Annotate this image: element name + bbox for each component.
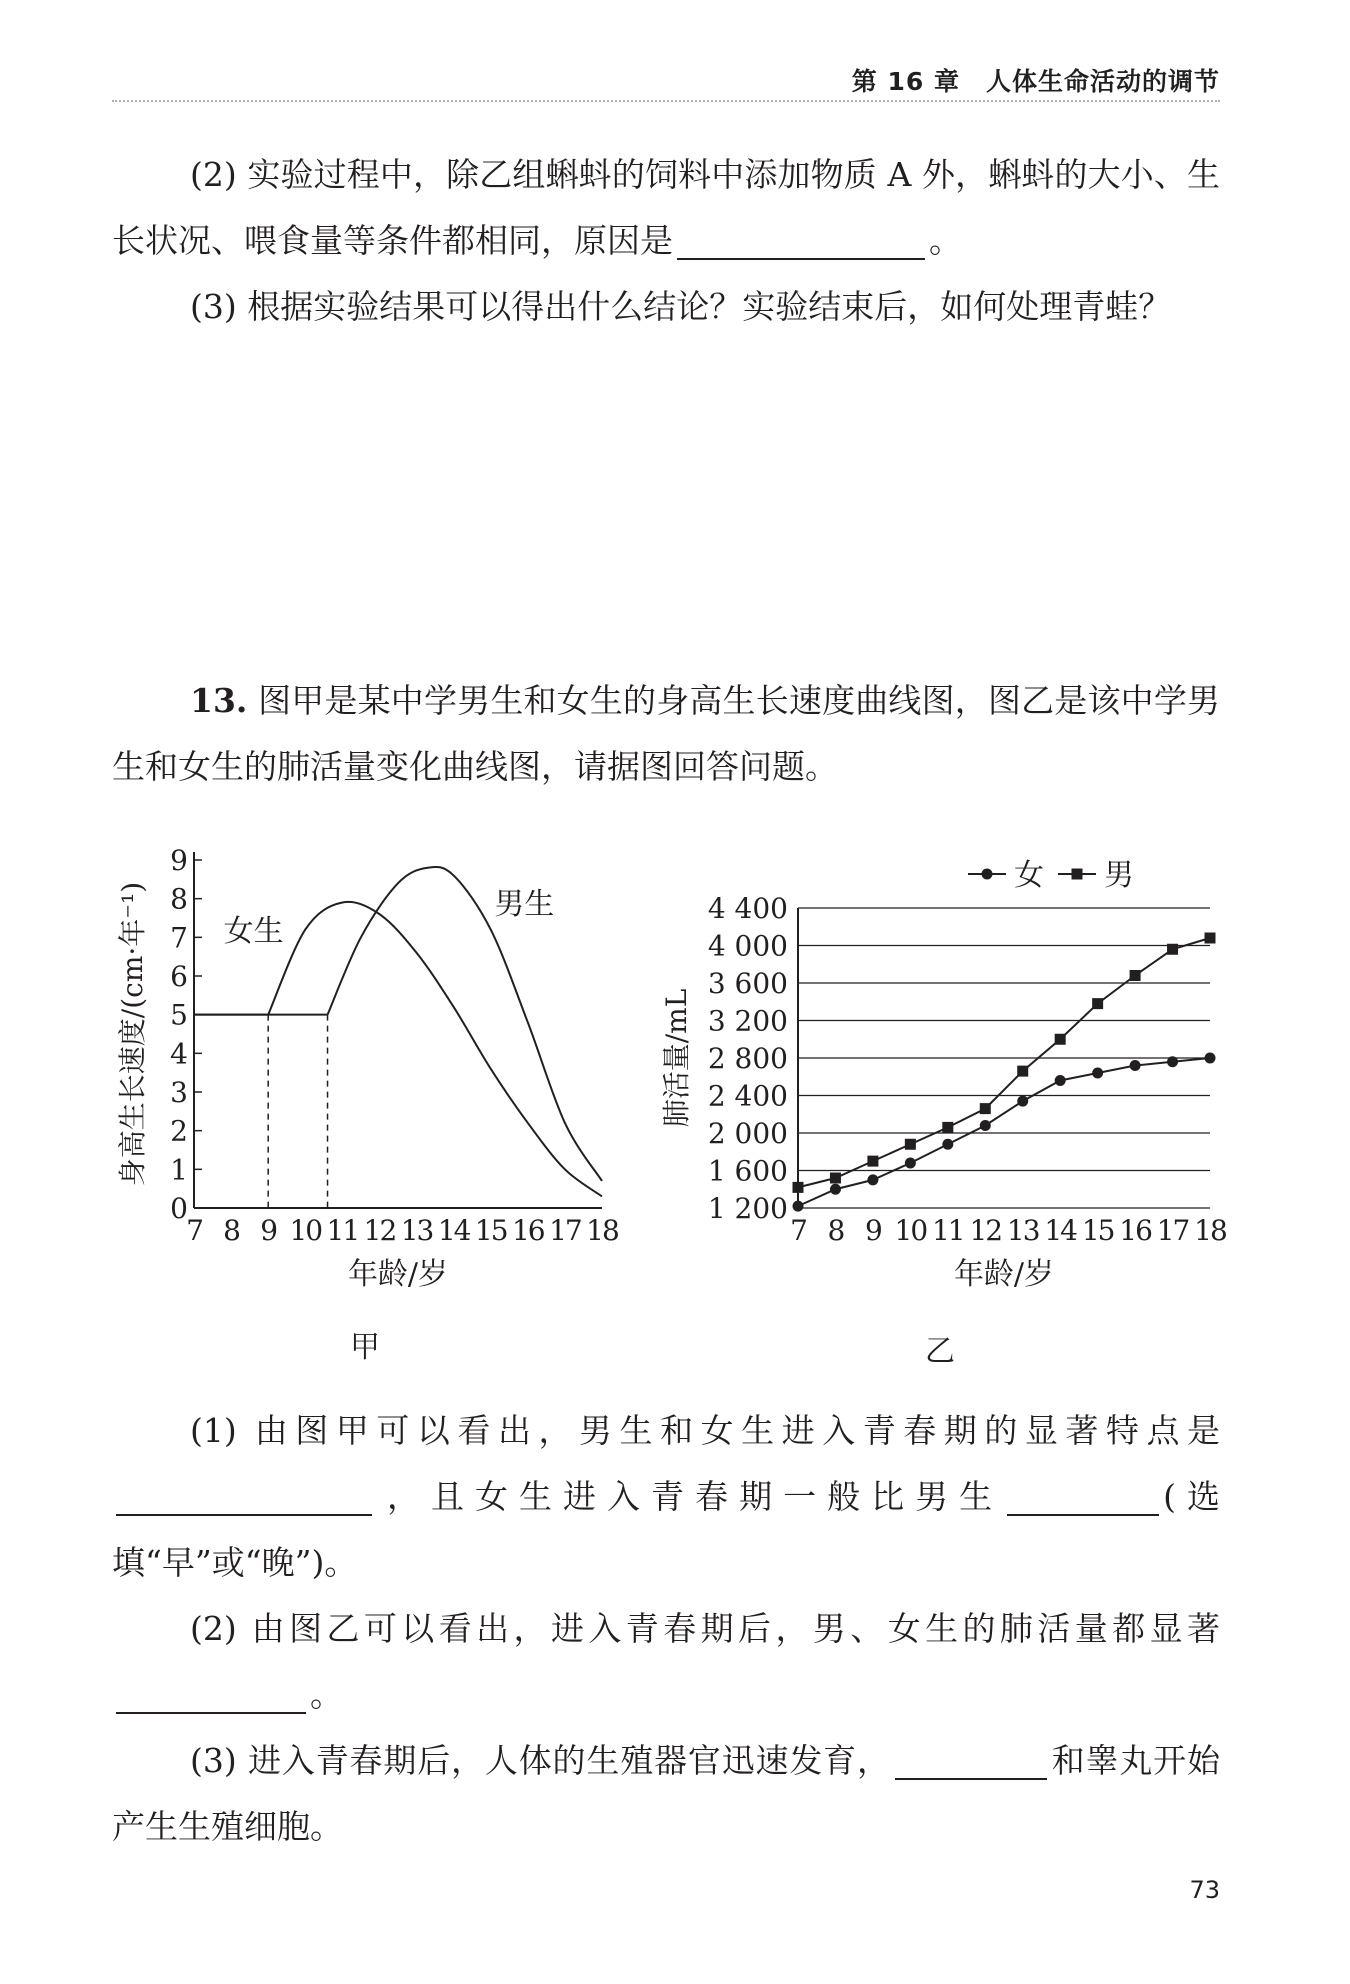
data-point-female (1092, 1068, 1103, 1079)
data-point-female (980, 1120, 991, 1131)
data-point-female (1130, 1060, 1141, 1071)
x-tick-label: 17 (1156, 1214, 1189, 1247)
data-point-female (830, 1184, 841, 1195)
data-point-male (1130, 970, 1141, 981)
x-tick-label: 10 (894, 1214, 927, 1247)
series-label-female: 女生 (223, 914, 284, 950)
x-tick-label: 11 (931, 1214, 964, 1247)
data-point-female (1017, 1096, 1028, 1107)
x-tick-label: 14 (437, 1214, 470, 1247)
x-tick-label: 8 (827, 1214, 844, 1247)
data-point-male (830, 1173, 841, 1184)
y-tick-label: 4 (170, 1037, 188, 1071)
q13-sub3 (112, 1728, 1220, 1860)
series-line-female (798, 1058, 1210, 1206)
data-point-male (867, 1156, 878, 1167)
sub3-text: (3) 进入青春期后，人体的生殖器官迅速发育， (190, 1741, 891, 1780)
x-tick-label: 7 (790, 1214, 806, 1247)
y-tick-label: 8 (170, 882, 188, 916)
y-tick-label: 5 (170, 998, 188, 1032)
y-tick-label: 4 000 (707, 929, 788, 963)
answer-blank[interactable] (677, 224, 925, 260)
x-tick-label: 9 (864, 1214, 881, 1247)
data-point-male (942, 1122, 953, 1133)
x-tick-label: 10 (289, 1214, 322, 1247)
sub1-text-3: (选填“早”或“晚”)。 (112, 1477, 1221, 1582)
sub1-text: (1) 由图甲可以看出，男生和女生进入青春期的显著特点是 (190, 1411, 1220, 1450)
data-point-female (793, 1201, 804, 1212)
data-point-female (1205, 1053, 1216, 1064)
q13-sub2 (112, 1596, 1220, 1728)
x-tick-label: 16 (1119, 1214, 1151, 1247)
y-tick-label: 4 400 (707, 892, 788, 925)
legend-label-female: 女 (1014, 858, 1044, 893)
y-tick-label: 1 200 (707, 1192, 788, 1225)
sub2-text: (2) 由图乙可以看出，进入青春期后，男、女生的肺活量都显著 (190, 1609, 1220, 1648)
data-point-male (1017, 1066, 1028, 1077)
chart-height-growth (112, 840, 632, 1300)
y-tick-label: 7 (170, 921, 188, 955)
x-tick-label: 16 (511, 1214, 544, 1247)
y-tick-label: 3 (170, 1076, 188, 1109)
sub3-text-2: 和睾丸开始产生生殖细胞。 (112, 1741, 1221, 1846)
prev-q2-text: (2) 实验过程中，除乙组蝌蚪的饲料中添加物质 A 外，蝌蚪的大小、生长状况、喂食量等条件都相同，原因是 (112, 155, 1220, 260)
x-tick-label: 12 (969, 1214, 1002, 1247)
series-line-male (798, 938, 1210, 1187)
x-tick-label: 14 (1044, 1214, 1077, 1247)
q13-sub1 (112, 1398, 1220, 1596)
y-axis-title: 身高生长速度/(cm·年⁻¹) (116, 881, 149, 1187)
x-tick-label: 18 (1194, 1214, 1226, 1247)
caption-right: 乙 (925, 1334, 955, 1369)
x-tick-label: 12 (363, 1214, 396, 1247)
prev-q3 (112, 274, 1220, 340)
page-header (112, 60, 1220, 102)
series-label-male: 男生 (494, 887, 555, 923)
data-point-male (905, 1139, 916, 1150)
y-axis-title: 肺活量/mL (660, 988, 693, 1128)
x-axis-title: 年龄/岁 (953, 1257, 1055, 1292)
x-tick-label: 17 (549, 1214, 581, 1247)
legend-marker-male (1072, 869, 1083, 880)
chapter-title: 第 16 章 人体生命活动的调节 (851, 67, 1220, 96)
data-point-female (1167, 1056, 1178, 1067)
answer-blank[interactable] (895, 1744, 1047, 1780)
y-tick-label: 2 (170, 1114, 188, 1148)
x-tick-label: 15 (474, 1214, 507, 1247)
x-axis-title: 年龄/岁 (347, 1257, 449, 1292)
answer-blank[interactable] (1007, 1480, 1159, 1516)
x-tick-label: 9 (260, 1214, 277, 1247)
answer-blank[interactable] (116, 1480, 372, 1516)
y-tick-label: 6 (170, 960, 188, 993)
y-tick-label: 2 000 (707, 1117, 788, 1150)
caption-left: 甲 (350, 1330, 380, 1365)
y-tick-label: 2 800 (707, 1042, 788, 1075)
data-point-female (1055, 1075, 1066, 1086)
q13-stem (112, 668, 1220, 800)
y-tick-label: 1 (170, 1153, 188, 1187)
data-point-male (1092, 998, 1103, 1009)
x-tick-label: 11 (326, 1214, 359, 1247)
data-point-female (867, 1174, 878, 1185)
data-point-female (942, 1139, 953, 1150)
data-point-female (905, 1158, 916, 1169)
data-point-male (980, 1103, 991, 1114)
data-point-male (793, 1182, 804, 1193)
x-tick-label: 7 (186, 1214, 202, 1247)
y-tick-label: 3 200 (707, 1004, 788, 1038)
y-tick-label: 0 (170, 1192, 188, 1225)
page-number: 73 (1189, 1876, 1220, 1904)
y-tick-label: 1 600 (707, 1154, 788, 1188)
y-tick-label: 9 (170, 844, 188, 877)
x-tick-label: 18 (586, 1214, 618, 1247)
sub2-end: 。 (310, 1675, 343, 1714)
answer-blank[interactable] (116, 1678, 306, 1714)
data-point-male (1205, 933, 1216, 944)
data-point-male (1055, 1034, 1066, 1045)
q13-stem-text: 图甲是某中学男生和女生的身高生长速度曲线图，图乙是该中学男生和女生的肺活量变化曲线图，请据图回答问题。 (112, 681, 1220, 786)
prev-q2 (112, 142, 1220, 274)
prev-q3-text: (3) 根据实验结果可以得出什么结论？实验结束后，如何处理青蛙？ (190, 287, 1172, 326)
legend-marker-female (982, 869, 993, 880)
x-tick-label: 8 (223, 1214, 240, 1247)
series-line-female (268, 902, 602, 1196)
question-number: 13. (190, 681, 248, 720)
legend-label-male: 男 (1104, 858, 1134, 893)
x-tick-label: 13 (400, 1214, 433, 1247)
chart-lung-capacity (650, 840, 1230, 1300)
y-tick-label: 2 400 (707, 1079, 788, 1113)
x-tick-label: 13 (1006, 1214, 1039, 1247)
sub1-text-2: ，且女生进入青春期一般比男生 (376, 1477, 1004, 1516)
y-tick-label: 3 600 (707, 967, 788, 1000)
prev-q2-end: 。 (929, 221, 962, 260)
data-point-male (1167, 944, 1178, 955)
x-tick-label: 15 (1081, 1214, 1114, 1247)
